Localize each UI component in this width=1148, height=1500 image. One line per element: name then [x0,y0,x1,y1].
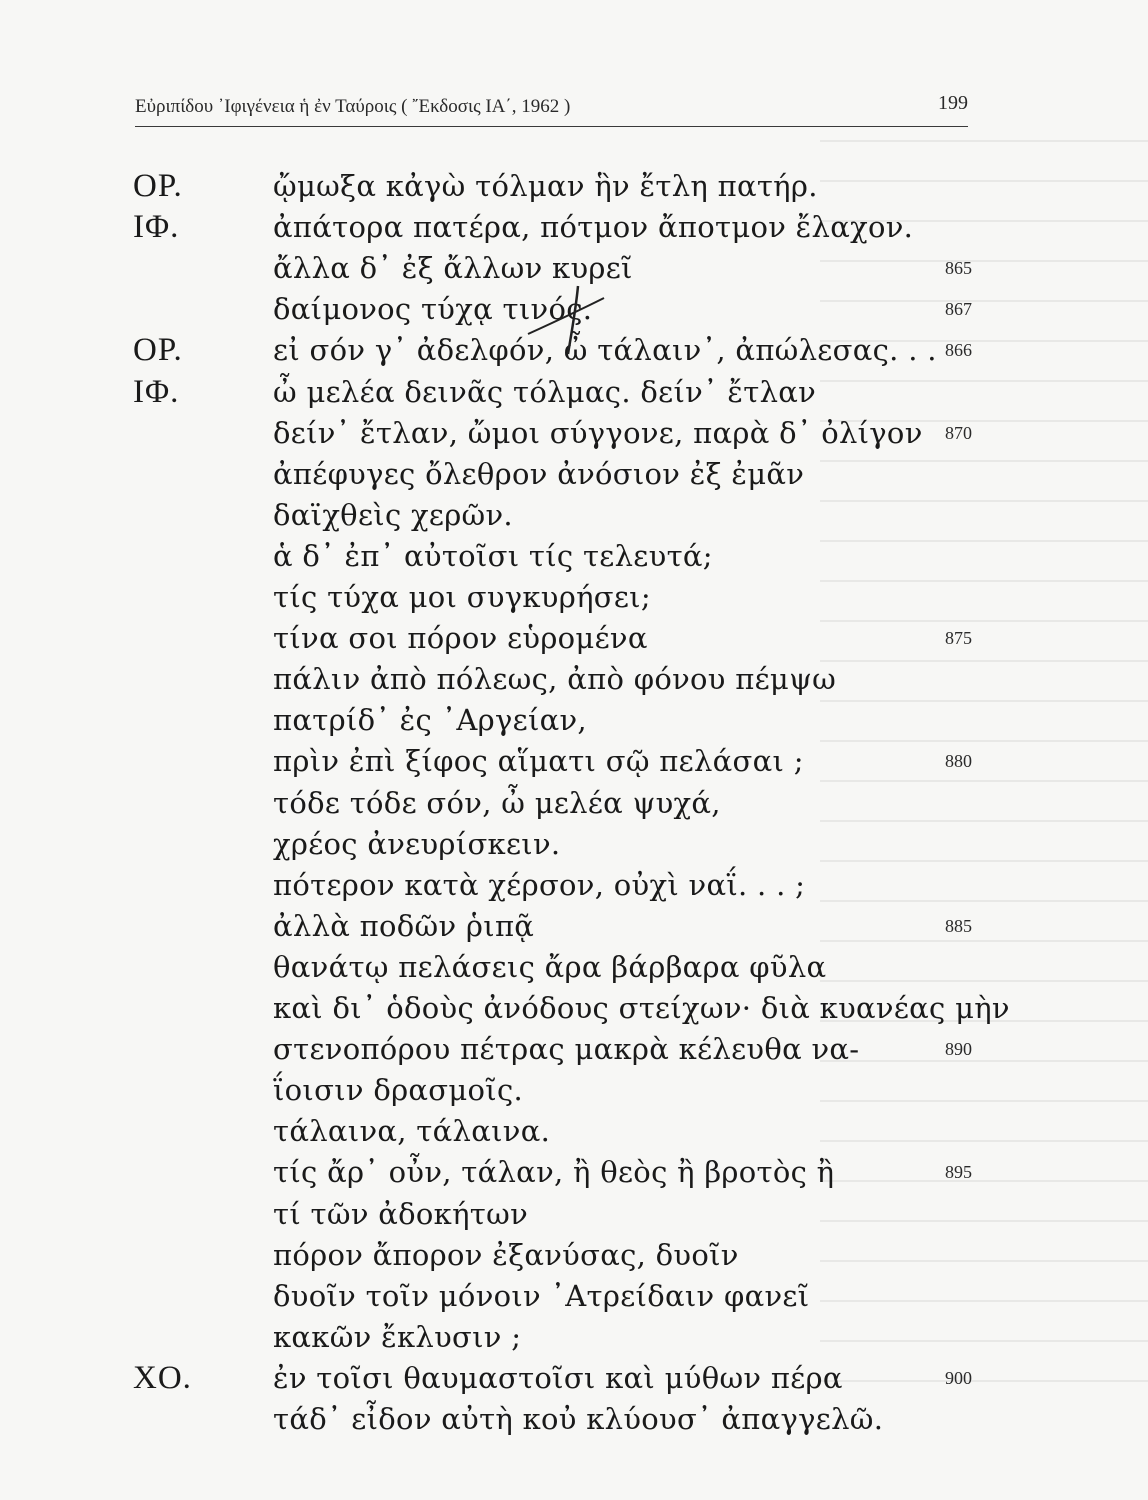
verse-text: πάλιν ἀπὸ πόλεως, ἀπὸ φόνου πέμψω [273,662,837,697]
verse-text: ἀλλὰ ποδῶν ῥιπᾷ [273,908,535,943]
verse-text: εἰ σόν γ᾿ ἀδελφόν, ὦ τάλαιν᾿, ἀπώλεσας. . . [273,333,937,368]
verse-text: πρὶν ἐπὶ ξίφος αἵματι σῷ πελάσαι ; [273,744,804,779]
line-number: 870 [945,422,972,443]
verse-text: πατρίδ᾿ ἐς ᾿Αργείαν, [273,703,587,738]
line-number: 875 [945,628,972,649]
verse-text: πότερον κατὰ χέρσον, οὐχὶ ναΐ. . . ; [273,867,806,902]
speaker-label: ΙΦ. [133,209,180,246]
verse-text: τάδ᾿ εἶδον αὐτὴ κοὐ κλύουσ᾿ ἀπαγγελῶ. [273,1402,884,1436]
verse-text: ἐν τοῖσι θαυμαστοῖσι καὶ μύθων πέρα [273,1360,843,1395]
verse-text: τόδε τόδε σόν, ὦ μελέα ψυχά, [273,785,721,820]
speaker-label: ΟΡ. [133,168,183,204]
verse-text: στενοπόρου πέτρας μακρὰ κέλευθα να- [273,1032,860,1067]
handwritten-cross-mark [520,278,610,358]
line-number: 900 [945,1367,972,1388]
verse-line [0,1393,1148,1445]
verse-text: ἀπέφυγες ὄλεθρον ἀνόσιον ἐξ ἐμᾶν [273,456,805,491]
verse-text: ὦ μελέα δεινᾶς τόλμας. δείν᾿ ἔτλαν [273,374,817,409]
verse-text: δαϊχθεὶς χερῶν. [273,497,513,532]
verse-text: κακῶν ἔκλυσιν ; [273,1319,522,1354]
verse-text: ᾤμωξα κἀγὼ τόλμαν ἣν ἔτλη πατήρ. [273,169,818,203]
verse-text: τάλαινα, τάλαινα. [273,1114,551,1149]
verse-text: θανάτῳ πελάσεις ἄρα βάρβαρα φῦλα [273,949,827,984]
running-header [135,92,968,127]
verse-text: ΐοισιν δρασμοῖς. [273,1073,524,1108]
verse-text: πόρον ἄπορον ἐξανύσας, δυοῖν [273,1237,739,1272]
page-number: 199 [938,92,968,114]
verse-text: ἀπάτορα πατέρα, πότμον ἄποτμον ἔλαχον. [273,210,914,245]
line-number: 895 [945,1162,972,1183]
speaker-label: ΟΡ. [133,332,183,369]
verse-text: δυοῖν τοῖν μόνοιν ᾿Ατρείδαιν φανεῖ [273,1278,810,1313]
verse-text: χρέος ἀνευρίσκειν. [273,826,561,861]
verse-text: δείν᾿ ἔτλαν, ὤμοι σύγγονε, παρὰ δ᾿ ὀλίγον [273,415,923,450]
line-number: 867 [945,299,972,320]
verse-text: καὶ δι᾿ ὁδοὺς ἀνόδους στείχων· διὰ κυανέας μὴν [273,991,1010,1025]
verse-text: τίνα σοι πόρον εὑρομένα [273,621,648,656]
line-number: 865 [945,258,972,279]
verse-text: τί τῶν ἀδοκήτων [273,1196,528,1231]
header-title: Εὐριπίδου ᾿Ιφιγένεια ἡ ἐν Ταύροις ( ῎Εκδοσις ΙΑ΄, 1962 ) [135,96,571,117]
verse-text: τίς τύχα μοι συγκυρήσει; [273,580,651,614]
speaker-label: ΙΦ. [133,373,180,410]
verse-text: ἁ δ᾿ ἐπ᾿ αὐτοῖσι τίς τελευτά; [273,538,713,573]
line-number: 890 [945,1039,972,1060]
line-number: 885 [945,915,972,936]
verse-text: ἄλλα δ᾿ ἐξ ἄλλων κυρεῖ [273,251,633,286]
line-number: 880 [945,751,972,772]
verse-text: τίς ἄρ᾿ οὖν, τάλαν, ἢ θεὸς ἢ βροτὸς ἢ [273,1155,835,1190]
verse-text: δαίμονος τύχᾳ τινός. [273,292,593,327]
line-number: 866 [945,340,972,361]
speaker-label: ΧΟ. [133,1359,192,1396]
